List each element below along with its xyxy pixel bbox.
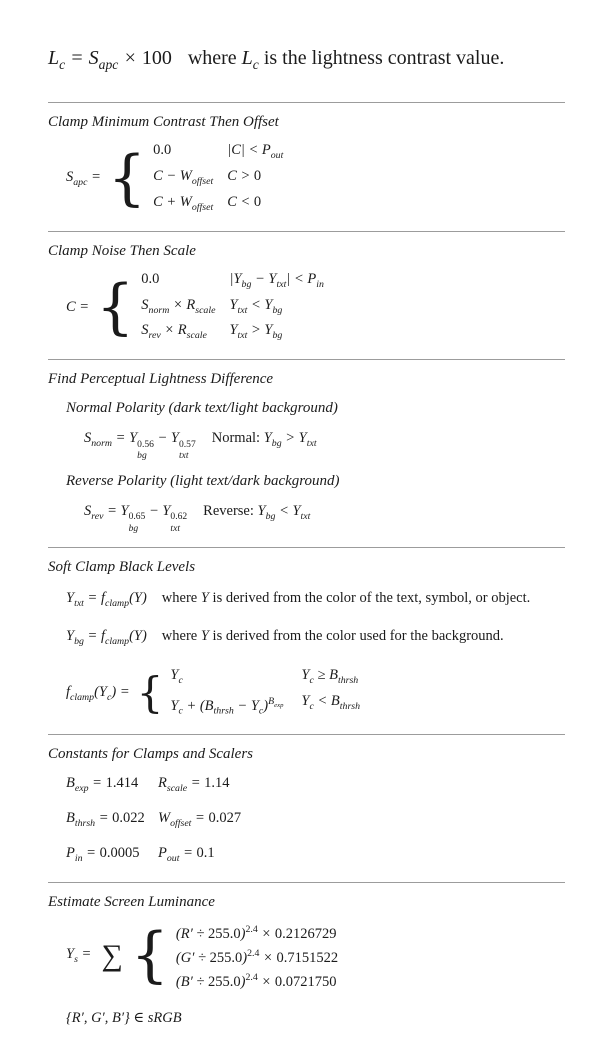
normal-condition-label: Normal: [211,430,264,447]
piecewise-lhs: $f_{clamp}(Y_c)$ = [66,683,130,703]
snorm-formula-line [84,425,565,461]
ytxt-note [162,590,530,606]
note-variable: $L_c$ [241,47,259,72]
case-cond: $Y_{txt} < Y_{bg}$ [229,296,283,316]
section-clamp-offset [48,103,565,231]
section-lightness-difference [48,360,565,547]
main-formula: $L_c = S_{apc} \times 100$ [48,47,172,72]
piecewise-fclamp [66,665,565,722]
case-cond: $Y_c < B_{thrsh}$ [301,692,361,712]
sum-term-blue: $(B' \div 255.0)^{2.4} \times 0.0721750$ [175,971,337,990]
srev-formula: $S_{rev} = Y$ 0.65 bg − Y 0.62 txt [84,502,188,534]
section-heading: Clamp Minimum Contrast Then Offset [48,114,279,130]
case-expr: $C + W_{offset}$ [153,193,214,213]
reverse-polarity-subheading: Reverse Polarity (light text/dark background) [66,472,340,489]
note-pre: where [161,590,201,607]
case-cond: C < 0 [227,193,262,210]
left-brace: { [136,668,164,718]
case-cond: C > 0 [227,167,262,184]
piecewise-cases [153,140,283,218]
case-cond: $|Y_{bg} - Y_{txt}| < P_{in}$ [229,270,324,290]
srgb-domain-note: {R′, G′, B′} ∈ sRGB [66,1009,182,1026]
section-heading: Estimate Screen Luminance [48,894,215,911]
note-post: is derived from the color of the text, symbol, or object. [208,590,531,607]
normal-polarity-subheading: Normal Polarity (dark text/light background) [66,400,338,417]
piecewise-sapc [66,140,565,218]
sigma-sum-symbol: ∑ [101,938,123,972]
main-formula-line [48,45,565,78]
reverse-condition: $Y_{bg} < Y_{txt}$ [257,502,311,522]
case-expr: $Y_c$ [170,666,183,686]
note-pre: where [187,47,242,69]
case-cond: $Y_c \ge B_{thrsh}$ [301,666,359,686]
constant-value: $B_{thrsh} = 0.022$ [66,810,145,830]
sum-term-red: $(R' \div 255.0)^{2.4} \times 0.2126729$ [175,924,337,942]
luminance-sum [66,920,565,991]
section-heading: Clamp Noise Then Scale [48,242,196,259]
piecewise-lhs: $S_{apc}$ = [66,169,101,189]
ybg-formula: $Y_{bg} = f_{clamp}(Y)$ [66,627,147,647]
ytxt-line [66,587,565,615]
piecewise-c [66,269,565,347]
case-expr: 0.0 [141,270,160,287]
constants-table [66,773,565,869]
srev-formula-line [84,498,565,534]
section-heading: Find Perceptual Lightness Difference [48,371,274,388]
note-variable: Y [200,590,209,607]
section-heading: Soft Clamp Black Levels [48,559,196,576]
case-expr: $S_{norm} \times R_{scale}$ [141,296,216,316]
main-formula-note [187,47,505,72]
sum-terms [176,920,338,991]
section-clamp-noise [48,232,565,360]
piecewise-cases [170,665,360,722]
case-cond: $|C| < P_{out}$ [227,142,284,161]
sum-term-green: $(G' \div 255.0)^{2.4} \times 0.7151522$ [175,947,339,966]
section-soft-clamp [48,548,565,734]
constant-value: $P_{out} = 0.1$ [158,845,215,865]
section-constants [48,735,565,882]
constant-value: $W_{offset} = 0.027$ [158,810,242,830]
reverse-condition-label: Reverse: [203,502,258,519]
constant-value: $B_{exp} = 1.414$ [66,775,139,795]
note-post: is derived from the color used for the background. [208,627,504,644]
case-expr: 0.0 [153,142,172,158]
note-pre: where [161,627,201,644]
piecewise-cases [141,269,324,347]
constant-value: $P_{in} = 0.0005$ [66,845,140,865]
ybg-line [66,625,565,653]
case-expr: $Y_c + (B_{thrsh} - Y_c)^{B_{exp}}$ [170,695,284,717]
section-heading: Constants for Clamps and Scalers [48,746,254,763]
section-luminance [48,883,565,1041]
ytxt-formula: $Y_{txt} = f_{clamp}(Y)$ [66,590,147,609]
ybg-note [162,628,504,644]
case-expr: $C - W_{offset}$ [153,167,214,187]
case-cond: $Y_{txt} > Y_{bg}$ [229,322,283,342]
piecewise-lhs: C = [66,299,90,315]
normal-condition: $Y_{bg} > Y_{txt}$ [263,430,317,450]
case-expr: $S_{rev} \times R_{scale}$ [141,322,207,342]
sum-lhs: $Y_s$ = [66,946,92,966]
note-post: is the lightness contrast value. [258,47,505,69]
left-brace: { [107,143,147,214]
apca-formula-document [0,45,612,1042]
left-brace: { [96,272,135,342]
constant-value: $R_{scale} = 1.14$ [158,775,230,795]
left-brace: { [130,920,169,991]
snorm-formula: $S_{norm} = Y$ 0.56 bg − Y 0.57 txt [84,430,196,462]
note-variable: Y [200,627,209,644]
